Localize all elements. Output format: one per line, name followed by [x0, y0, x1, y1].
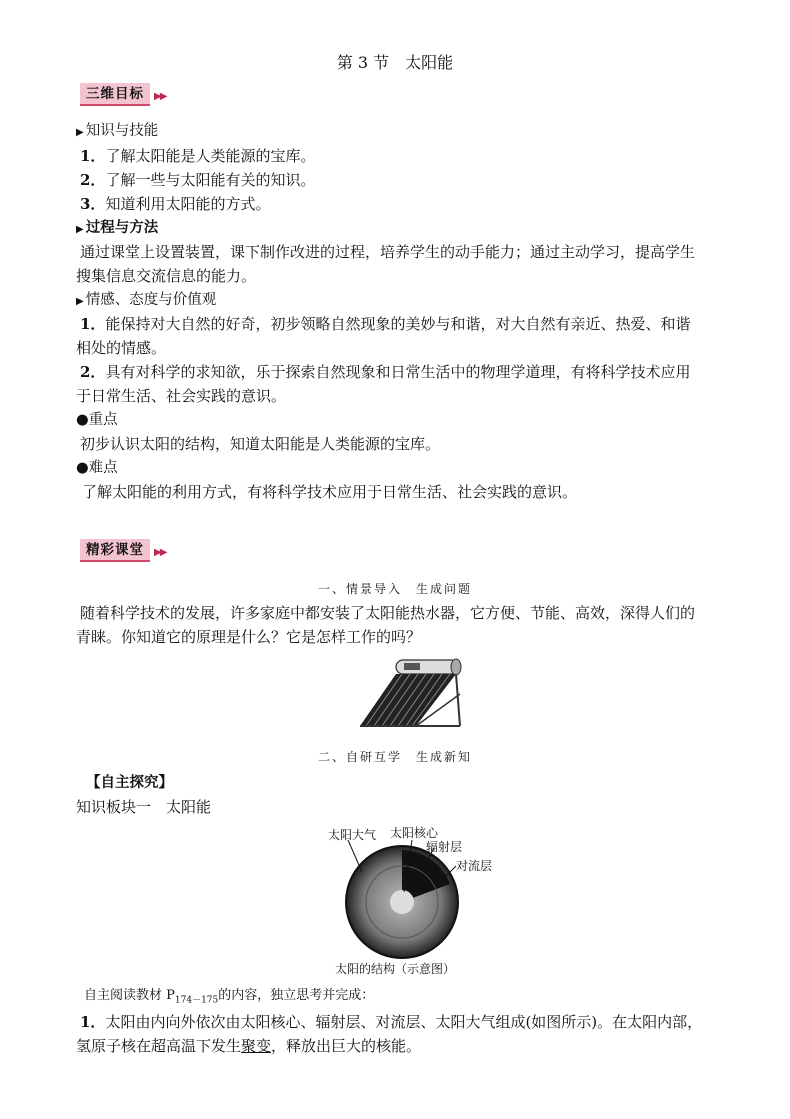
key-point-text: 初步认识太阳的结构，知道太阳能是人类能源的宝库。 [80, 435, 441, 453]
figure-caption: 太阳的结构（示意图） [334, 962, 455, 976]
explore-heading: 【自主探究】 [86, 775, 173, 791]
label-core: 太阳核心 [390, 826, 439, 840]
section-header-goals [80, 84, 165, 106]
paragraph-line: 氢原子核在超高温下发生聚变，释放出巨大的核能。 [76, 1037, 422, 1055]
solar-water-heater-image [356, 654, 466, 736]
dot-bullet-icon: ● [76, 412, 89, 428]
key-point-heading: ●重点 [76, 412, 118, 428]
label-convection: 对流层 [456, 859, 493, 873]
triangle-bullet-icon: ▶ [76, 296, 84, 307]
answer-blank: 聚变 [241, 1037, 272, 1055]
paragraph-line: 搜集信息交流信息的能力。 [76, 267, 257, 285]
paragraph-line: 于日常生活、社会实践的意识。 [76, 387, 287, 405]
double-arrow-icon: ▶▶ [154, 547, 166, 558]
sun-structure-diagram [322, 822, 502, 962]
difficulty-text: 了解太阳能的利用方式，有将科学技术应用于日常生活、社会实践的意识。 [82, 483, 578, 501]
reading-instruction: 自主阅读教材 $P_{174-175}$的内容，独立思考并完成： [84, 988, 375, 1006]
goal-item: 1．了解太阳能是人类能源的宝库。 [80, 147, 316, 165]
emotion-heading: ▶ 情感、态度与价值观 [76, 292, 217, 308]
paragraph-line: 相处的情感。 [76, 339, 167, 357]
double-arrow-icon: ▶▶ [154, 91, 166, 102]
triangle-bullet-icon: ▶ [76, 127, 84, 138]
paragraph-line: 青睐。你知道它的原理是什么？它是怎样工作的吗？ [76, 628, 422, 646]
label-radiation: 辐射层 [426, 840, 463, 854]
section-header-class [80, 540, 165, 562]
goal-item: 3．知道利用太阳能的方式。 [80, 195, 271, 213]
knowledge-heading: ▶ 知识与技能 [76, 123, 159, 139]
triangle-bullet-icon: ▶ [76, 224, 84, 235]
label-atmosphere: 太阳大气 [328, 828, 377, 842]
paragraph-line: 通过课堂上设置装置，课下制作改进的过程，培养学生的动手能力；通过主动学习，提高学生 [80, 243, 696, 261]
subsection-heading: 一、情景导入 生成问题 [317, 582, 472, 596]
process-heading: ▶ 过程与方法 [76, 220, 159, 236]
question-item: 1．太阳由内向外依次由太阳核心、辐射层、对流层、太阳大气组成(如图所示)。在太阳内部， [80, 1013, 703, 1031]
goal-item: 2．具有对科学的求知欲，乐于探索自然现象和日常生活中的物理学道理，有将科学技术应用 [80, 363, 691, 381]
difficulty-heading: ●难点 [76, 460, 118, 476]
section-label: 精彩课堂 [80, 539, 150, 562]
page-title: 第 3 节 太阳能 [336, 53, 454, 72]
dot-bullet-icon: ● [76, 460, 89, 476]
subsection-heading: 二、自研互学 生成新知 [317, 750, 472, 764]
paragraph-line: 随着科学技术的发展，许多家庭中都安装了太阳能热水器，它方便、节能、高效，深得人们的 [80, 604, 696, 622]
knowledge-block-title: 知识板块一 太阳能 [76, 798, 212, 816]
section-label: 三维目标 [80, 83, 150, 106]
goal-item: 2．了解一些与太阳能有关的知识。 [80, 171, 316, 189]
goal-item: 1．能保持对大自然的好奇，初步领略自然现象的美妙与和谐，对大自然有亲近、热爱、和谐 [80, 315, 691, 333]
